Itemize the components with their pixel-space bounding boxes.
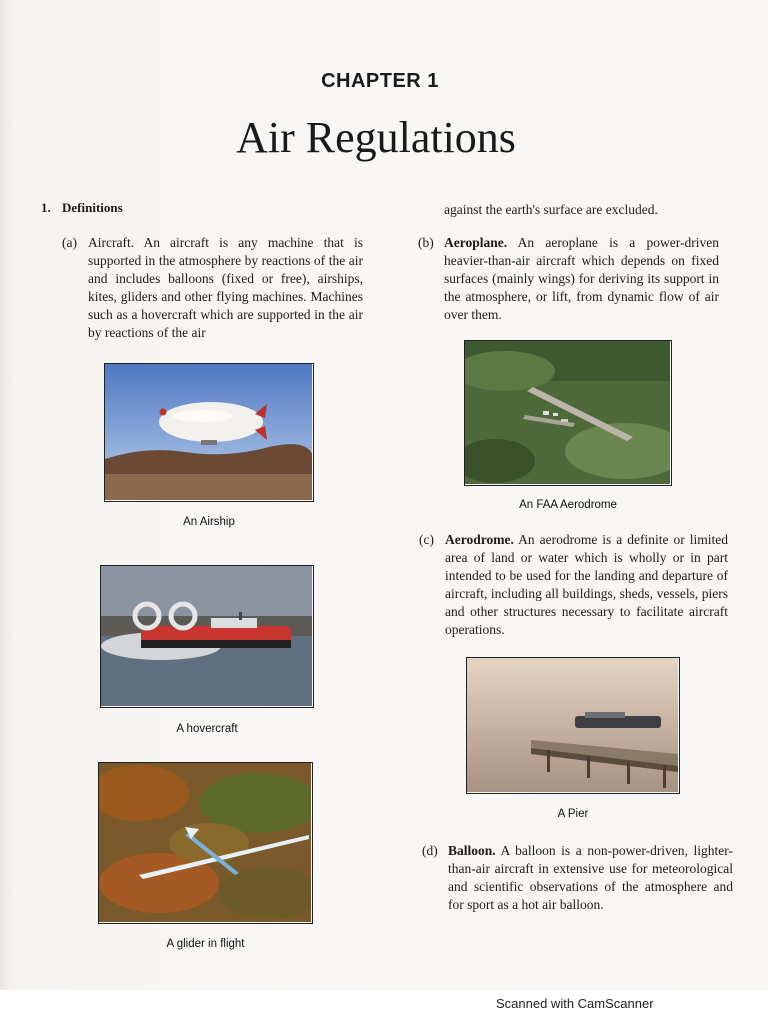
definition-text: An aircraft is any machine that is supported in the atmosphere by reactions of the air and includes balloons (fixed or free), airships, kites, gliders and other flying machines. Machines such as a hovercraft which are supported in the air by reactions of the air xyxy=(88,235,363,340)
scanner-watermark: Scanned with CamScanner xyxy=(496,996,654,1011)
pier-photo xyxy=(466,657,680,794)
glider-photo xyxy=(98,762,313,924)
airship-photo xyxy=(104,363,314,502)
item-label: (b) xyxy=(418,235,434,250)
definition-text: A balloon is a non-power-driven, lighter-than-air aircraft in extensive use for meteorological and scientific observations of the atmosphere and for sport as a hot air balloon. xyxy=(448,843,733,912)
hovercraft-caption: A hovercraft xyxy=(176,723,238,735)
definition-text: An aeroplane is a power-driven heavier-than-air aircraft which depends on fixed surfaces (mainly wings) for deriving its support in the atmosphere, or lift, from dynamic flow of air over them. xyxy=(444,235,719,322)
definition-aircraft xyxy=(62,234,363,342)
definition-term: Aeroplane. xyxy=(444,235,508,250)
pier-caption: A Pier xyxy=(557,808,589,820)
section-heading xyxy=(41,200,123,216)
item-label: (c) xyxy=(419,532,434,547)
hovercraft-photo xyxy=(100,565,314,708)
definition-balloon xyxy=(422,842,733,914)
section-title: Definitions xyxy=(62,200,123,215)
definition-aeroplane xyxy=(418,234,719,324)
definition-term: Balloon. xyxy=(448,843,496,858)
section-number: 1. xyxy=(41,200,51,215)
airship-caption: An Airship xyxy=(183,516,235,528)
definition-term: Aerodrome. xyxy=(445,532,514,547)
aerodrome-caption: An FAA Aerodrome xyxy=(519,499,617,511)
definition-aerodrome xyxy=(419,531,728,639)
chapter-label: CHAPTER 1 xyxy=(321,70,439,92)
definition-text: An aerodrome is a definite or limited area of land or water which is wholly or in part intended to be used for the landing and departure of aircraft, including all buildings, sheds, vessels, piers and other structures necessary to facilitate aircraft operations. xyxy=(445,532,728,637)
definition-term: Aircraft. xyxy=(88,235,135,250)
item-label: (a) xyxy=(62,235,77,250)
page-title: Air Regulations xyxy=(236,113,516,162)
item-label: (d) xyxy=(422,843,438,858)
aerodrome-photo xyxy=(464,340,672,486)
glider-caption: A glider in flight xyxy=(166,938,245,950)
definition-aircraft-continuation: against the earth's surface are excluded. xyxy=(444,202,658,217)
